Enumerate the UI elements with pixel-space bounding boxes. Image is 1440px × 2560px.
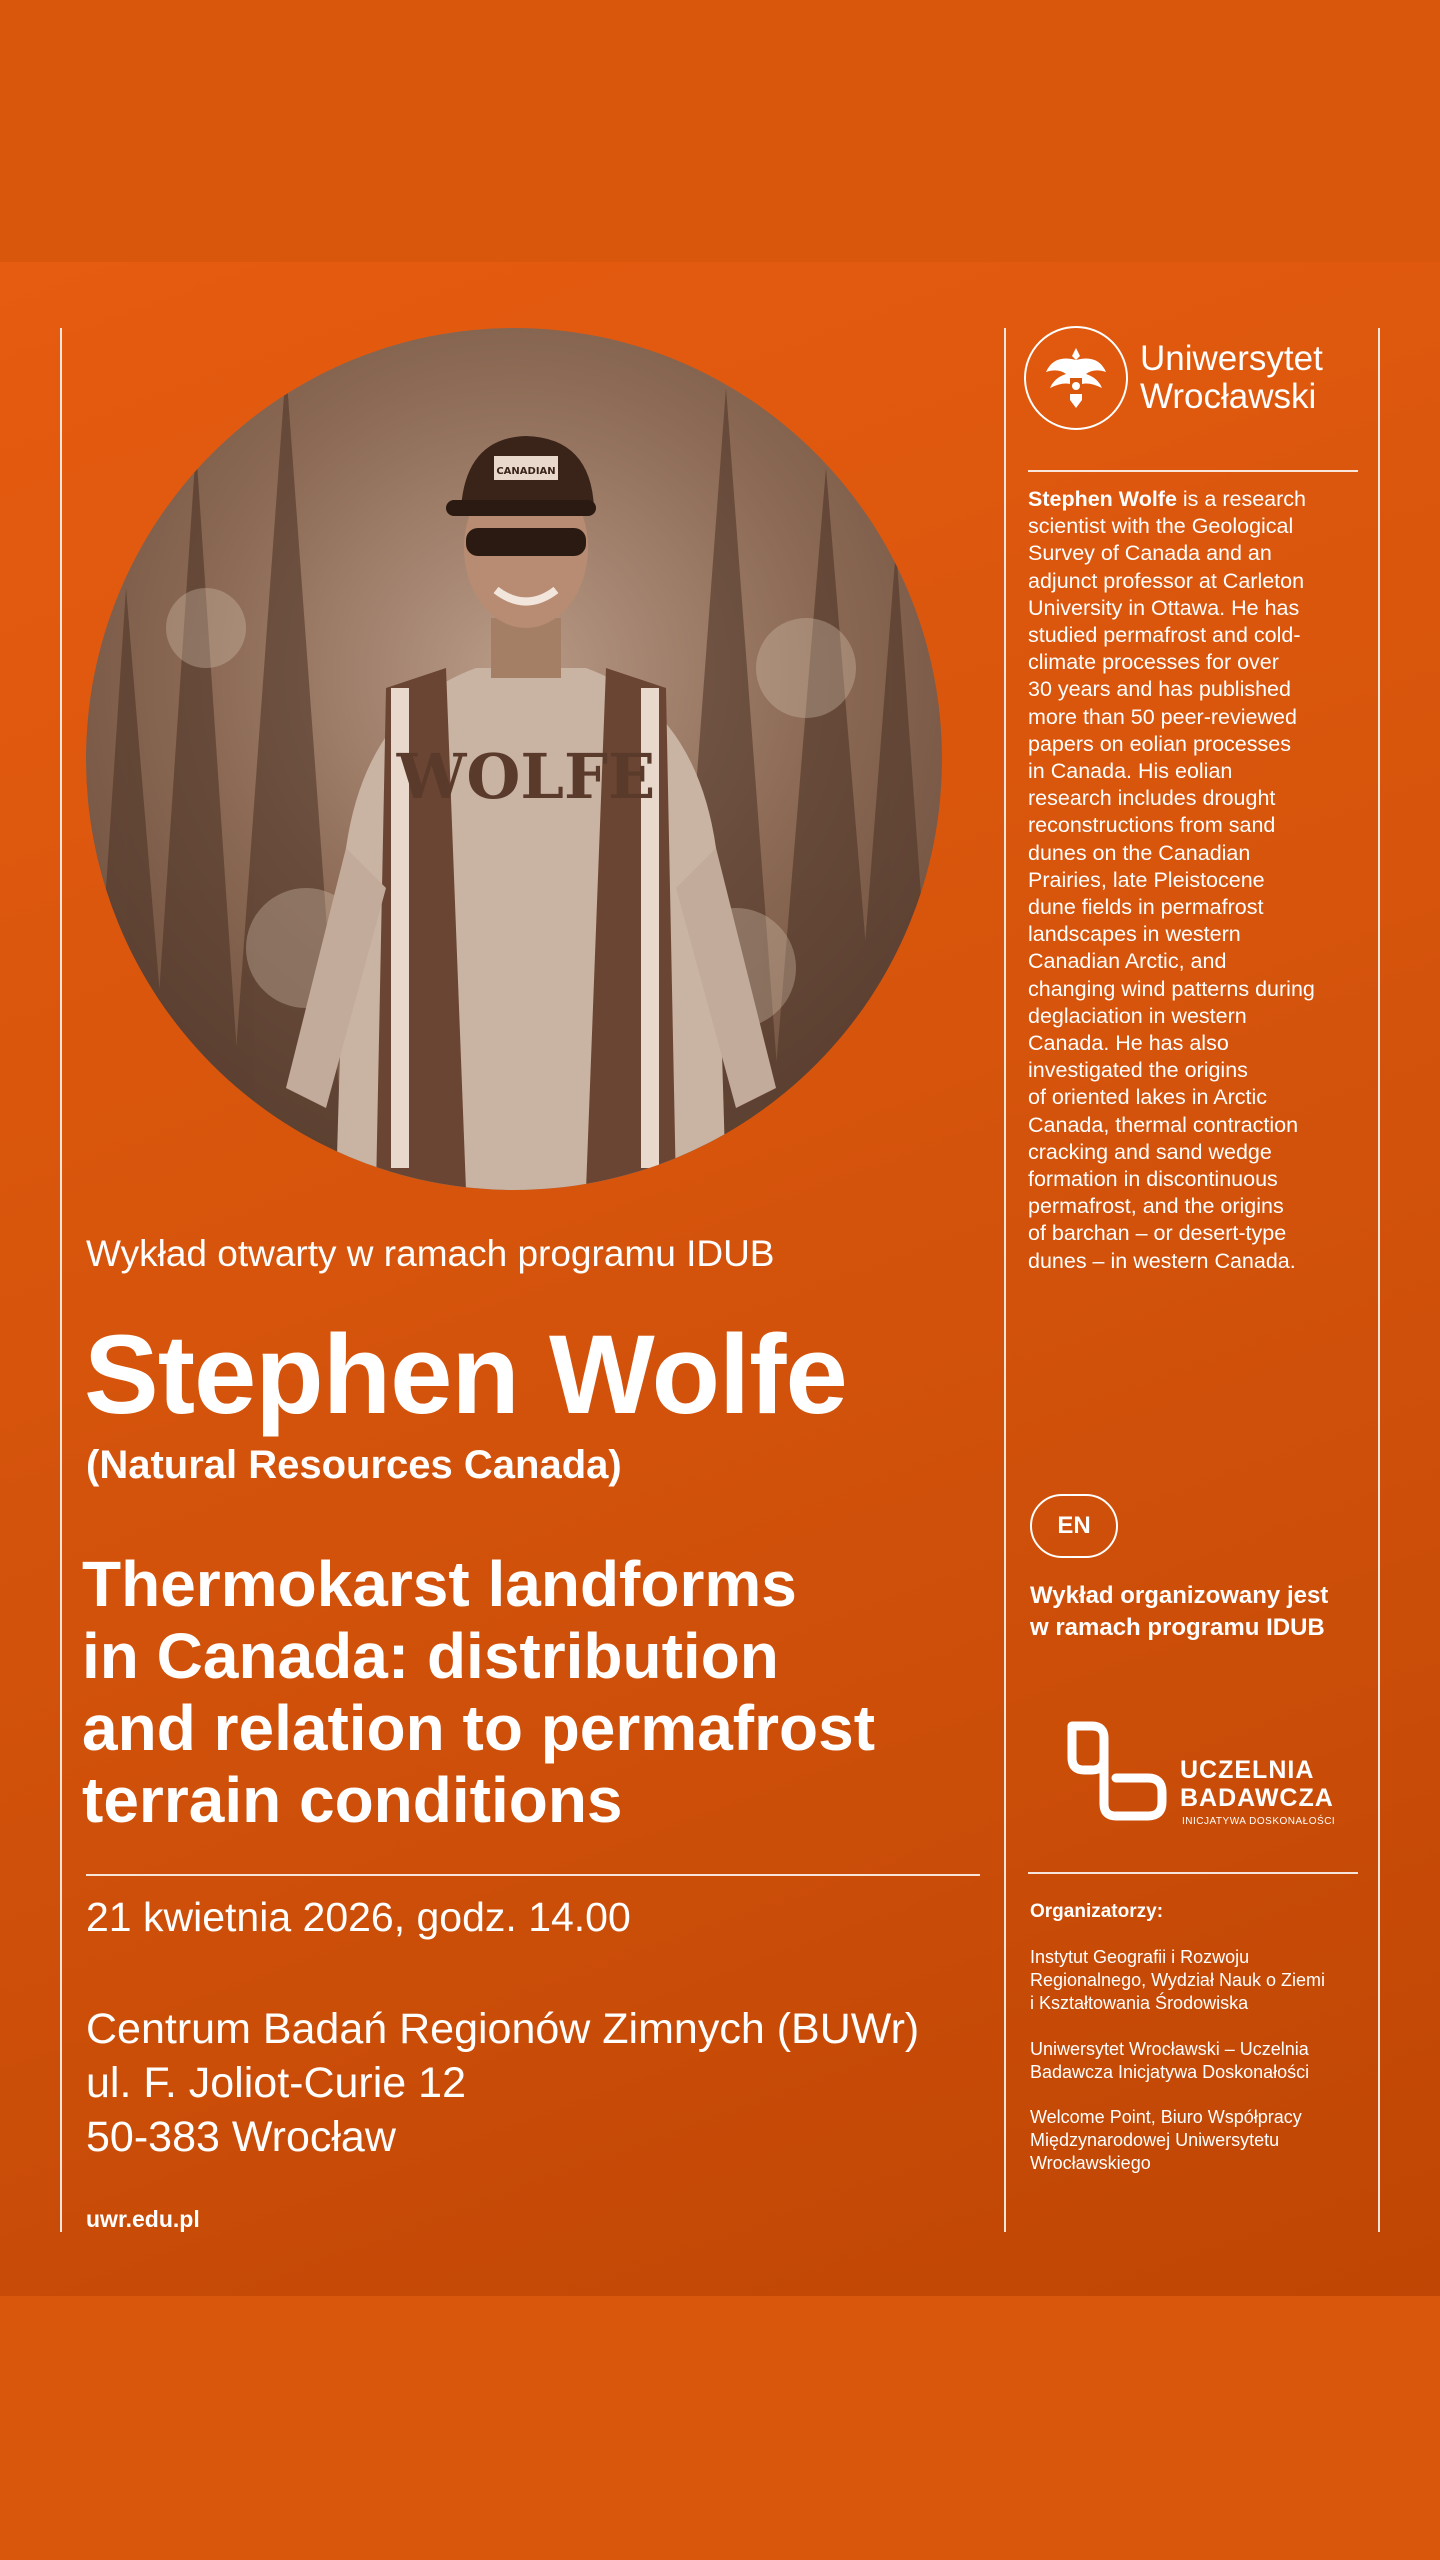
talk-title-line: terrain conditions: [82, 1764, 623, 1836]
right-lower-divider: [1028, 1872, 1358, 1874]
bio-line: permafrost, and the origins: [1028, 1194, 1284, 1219]
bio-line: Stephen Wolfe is a research: [1028, 487, 1306, 511]
language-badge: EN: [1030, 1494, 1118, 1558]
bio-line: 30 years and has published: [1028, 677, 1291, 702]
uczelnia-badawcza-logo: [1058, 1712, 1338, 1832]
talk-title-line: in Canada: distribution: [82, 1620, 779, 1692]
bio-line: of oriented lakes in Arctic: [1028, 1085, 1268, 1110]
bio-line: investigated the origins: [1028, 1058, 1248, 1083]
organizers-heading: Organizatorzy:: [1030, 1901, 1164, 1922]
bio-line: dune fields in permafrost: [1028, 895, 1264, 920]
bio-line: deglaciation in western: [1028, 1003, 1247, 1028]
bio-line: of barchan – or desert-type: [1028, 1221, 1287, 1246]
ub-symbol-icon: [1058, 1712, 1178, 1832]
bio-line: University in Ottawa. He has: [1028, 595, 1300, 620]
bio-line: cracking and sand wedge: [1028, 1139, 1272, 1164]
speaker-bio: [1028, 486, 1358, 1275]
left-date-divider: [86, 1874, 980, 1876]
bio-line: reconstructions from sand: [1028, 813, 1276, 838]
talk-title: [82, 1548, 982, 1836]
svg-text:CANADIAN: CANADIAN: [496, 466, 556, 477]
left-border-line: [60, 328, 62, 2232]
ub-logo-text: UCZELNIA BADAWCZA: [1180, 1756, 1334, 1812]
bio-line: dunes – in western Canada.: [1028, 1248, 1296, 1273]
organizer-entry: Instytut Geografii i Rozwoju Regionalnego, Wydział Nauk o Ziemi i Kształtowania Środowiska: [1030, 1947, 1325, 2013]
event-venue: [86, 2002, 919, 2164]
bio-line: papers on eolian processes: [1028, 731, 1291, 756]
venue-line: ul. F. Joliot-Curie 12: [86, 2059, 466, 2107]
column-divider-line: [1004, 328, 1006, 2232]
bio-line: formation in discontinuous: [1028, 1167, 1278, 1192]
venue-line: Centrum Badań Regionów Zimnych (BUWr): [86, 2005, 920, 2053]
bio-line: adjunct professor at Carleton: [1028, 568, 1305, 593]
speaker-name: Stephen Wolfe: [84, 1312, 847, 1437]
talk-title-line: Thermokarst landforms: [82, 1548, 797, 1620]
bio-line: dunes on the Canadian: [1028, 840, 1251, 865]
portrait-photo-icon: [86, 328, 942, 1190]
website-link[interactable]: uwr.edu.pl: [86, 2206, 200, 2232]
bio-line: scientist with the Geological: [1028, 514, 1294, 539]
bio-name: Stephen Wolfe: [1028, 487, 1177, 511]
venue-line: 50-383 Wrocław: [86, 2113, 396, 2161]
organizer-entry: Welcome Point, Biuro Współpracy Międzynarodowej Uniwersytetu Wrocławskiego: [1030, 2107, 1302, 2173]
organizer-entry: Uniwersytet Wrocławski – Uczelnia Badawcza Inicjatywa Doskonałości: [1030, 2039, 1310, 2082]
bio-line: Canadian Arctic, and: [1028, 949, 1227, 974]
bio-line: in Canada. His eolian: [1028, 759, 1233, 784]
lecture-subtitle: Wykład otwarty w ramach programu IDUB: [86, 1233, 775, 1274]
right-border-line: [1378, 328, 1380, 2232]
speaker-affiliation: (Natural Resources Canada): [86, 1443, 622, 1487]
bio-line: landscapes in western: [1028, 922, 1241, 947]
university-logo: [1024, 326, 1364, 436]
event-datetime: 21 kwietnia 2026, godz. 14.00: [86, 1894, 631, 1940]
svg-text:WOLFE: WOLFE: [396, 740, 656, 813]
speaker-photo: [86, 328, 942, 1190]
organized-note: Wykład organizowany jest w ramach programu IDUB: [1030, 1582, 1329, 1641]
bio-line: Canada. He has also: [1028, 1031, 1229, 1056]
ub-logo-tagline: INICJATYWA DOSKONAŁOŚCI: [1182, 1816, 1336, 1827]
bio-line: studied permafrost and cold-: [1028, 623, 1301, 648]
bio-line: climate processes for over: [1028, 650, 1279, 675]
right-top-divider: [1028, 470, 1358, 472]
bio-line: Prairies, late Pleistocene: [1028, 867, 1265, 892]
bio-line: research includes drought: [1028, 786, 1276, 811]
bio-line: more than 50 peer-reviewed: [1028, 704, 1297, 729]
bio-line: Canada, thermal contraction: [1028, 1112, 1299, 1137]
bio-line: Survey of Canada and an: [1028, 541, 1272, 566]
talk-title-line: and relation to permafrost: [82, 1692, 875, 1764]
university-name: Uniwersytet Wrocławski: [1140, 339, 1323, 416]
eagle-crest-icon: [1024, 326, 1128, 430]
bio-line: changing wind patterns during: [1028, 976, 1315, 1001]
